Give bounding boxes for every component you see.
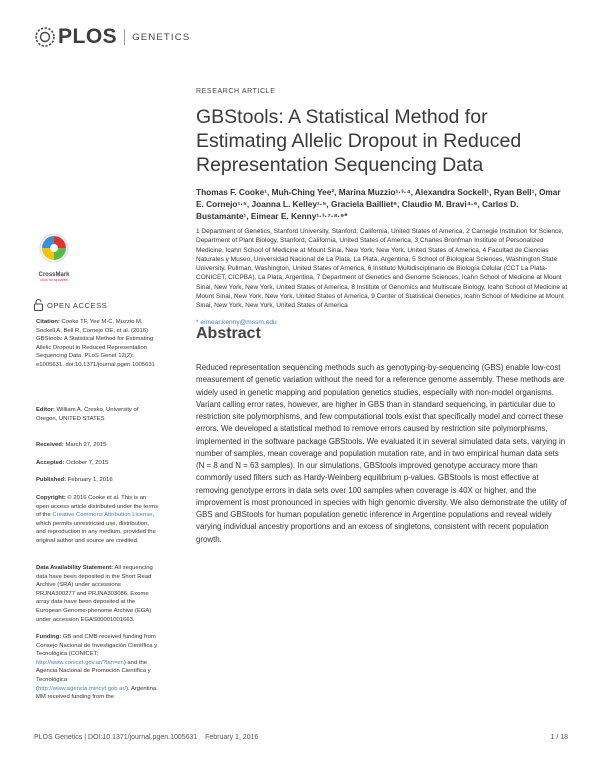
received-date: March 27, 2015 [63, 442, 107, 448]
corresponding-email[interactable]: * eimear.kenny@mssm.edu [196, 319, 277, 326]
copyright-block [36, 494, 160, 546]
page-number: 1 / 18 [550, 734, 568, 741]
author-list: Thomas F. Cooke¹, Muh-Ching Yee², Marina Muzzio¹·³·⁴, Alexandra Sockell¹, Ryan Bell¹, Omar E. Cornejo¹·⁵, Joanna L. Kelley¹·⁵, Graciela Bailliet⁶, Claudio M. Bravi⁴·⁶, Carlos D. Bustamante¹, Eimear E. Kenny¹·³·⁷·⁸·⁹* [196, 187, 561, 221]
copyright-text-end: , which permits unrestricted use, distribution, and reproduction in any medium, provided the original author and source are credited. [36, 512, 156, 544]
data-availability-label: Data Availability Statement: [36, 565, 114, 571]
received-label: Received: [36, 442, 64, 448]
publisher-name: PLOS [58, 25, 118, 48]
funding-text-end: ). Argentina. MM received funding from the [36, 685, 158, 701]
plos-logo-icon [34, 26, 56, 48]
open-access-label: OPEN ACCESS [47, 300, 108, 310]
accepted-block [36, 459, 160, 468]
article-title: GBStools: A Statistical Method for Estimating Allelic Dropout in Reduced Representation Sequencing Data [196, 106, 522, 176]
journal-name: GENETICS [132, 31, 191, 43]
editor-block [36, 406, 160, 423]
data-availability-block [36, 564, 160, 624]
abstract-text: Reduced representation sequencing methods such as genotyping-by-sequencing (GBS) enable low-cost measurement of genetic variation without the need for a reference genome assembly. These methods are widely used in genetic mapping and population genetics studies, especially with non-model organisms. Variant calling error rates, however, are higher in GBS than in standard sequencing, in particular due to restriction site polymorphisms, and few computational tools exist that specifically model and correct these errors. We developed a statistical method to remove errors caused by restriction site polymorphisms, implemented in the software package GBStools. We evaluated it in several simulated data sets, varying in number of samples, mean coverage and population mutation rate, and in two empirical human data sets (N = 8 and N = 63 samples). In our simulations, GBStools improved genotype accuracy more than commonly used filters such as Hardy-Weinberg equilibrium p-values. GBStools is most effective at removing genotype errors in data sets over 100 samples when coverage is 40X or higher, and the improvement is most pronounced in species with high genomic diversity. We also demonstrate the utility of GBS and GBStools for human population genetic inference in Argentine populations and reveal widely varying individual ancestry proportions and an excess of singletons, consistent with recent population growth. [196, 363, 567, 544]
abstract-heading: Abstract [196, 325, 261, 342]
journal-logo [34, 22, 190, 52]
citation-block [36, 318, 160, 370]
citation-label: Citation: [36, 319, 60, 325]
affiliations: 1 Department of Genetics, Stanford University, Stanford, California, United States of America, 2 Carnegie Institution for Science, Department of Plant Biology, Stanford, California, United States of America, 3 Charles Bronfman Institute of Personalized Medicine, Icahn School of Medicine at Mount Sinai, New York, New York, United States of America, 4 Facultad de Ciencias Naturales y Museo, Universidad Nacional de La Plata, La Plata, Argentina, 5 School of Biological Sciences, Washington State University, Pullman, Washington, United States of America, 6 Instituto Multidisciplinario de Biología Celular (CCT La Plata-CONICET, CICPBA), La Plata, Argentina, 7 Department of Genetics and Genome Sciences, Icahn School of Medicine at Mount Sinai, New York, New York, United States of America, 8 Institute of Genomics and Multiscale Biology, Icahn School of Medicine at Mount Sinai, New York, New York, United States of America, 9 Center of Statistical Genetics, Icahn School of Medicine at Mount Sinai, New York, New York, United States of America [196, 228, 568, 310]
citation-text: Cooke TF, Yee M-C, Muzzio M, Sockell A, Bell R, Cornejo OE, et al. (2016) GBStools: A Statistical Method for Estimating Allelic Dropout in Reduced Representation Sequencing Data. PLoS Genet 12(2): e1005631. doi:10.1371/journal.pgen.1005631 [36, 319, 155, 368]
copyright-text: © 2016 Cooke et al. This is an open access article distributed under the terms of the [36, 495, 159, 519]
funding-block [36, 633, 160, 702]
published-label: Published: [36, 477, 67, 483]
funding-text-mid: ) and the Agencia Nacional de Promoción Científica y Tecnológica ( [36, 659, 151, 692]
crossmark-sublabel: click for updates [40, 278, 68, 282]
crossmark-icon [38, 232, 70, 266]
data-availability-text: All sequencing data have been deposited in the Short Read Archive (SRA) under accessions PRJNA300277 and PRJNA303086. Exome array data have been deposited at the European Genome-phenome Archive (EGA) under accession EGAS00001001663. [36, 565, 153, 623]
published-date: February 1, 2016 [66, 477, 113, 483]
logo-divider [124, 29, 125, 45]
funding-text: GB and CMB received funding from Consejo Nacional de Investigación Científica y Tecnológica (CONICET; [36, 634, 158, 658]
footer-citation: PLOS Genetics | DOI:10.1371/journal.pgen.1005631 February 1, 2016 [34, 734, 259, 741]
funding-label: Funding: [36, 634, 62, 640]
agencia-link[interactable]: http://www.agencia.mincyt.gob.ar/ [37, 685, 127, 692]
crossmark-badge[interactable] [34, 232, 74, 282]
page-footer [34, 734, 568, 741]
conicet-link[interactable]: http://www.conicet.gov.ar/?lan=en [36, 659, 124, 666]
license-link[interactable]: Creative Commons Attribution License [52, 512, 153, 519]
accepted-date: October 7, 2015 [64, 460, 109, 466]
open-access-badge [34, 299, 107, 311]
copyright-label: Copyright: [36, 495, 66, 501]
accepted-label: Accepted: [36, 460, 65, 466]
crossmark-label: CrossMark [38, 272, 70, 278]
article-type: RESEARCH ARTICLE [196, 88, 276, 95]
editor-text: William A. Cresko, University of Oregon, UNITED STATES [36, 407, 139, 422]
published-block [36, 476, 160, 485]
open-lock-icon [34, 299, 43, 311]
editor-label: Editor: [36, 407, 55, 413]
received-block [36, 441, 160, 450]
